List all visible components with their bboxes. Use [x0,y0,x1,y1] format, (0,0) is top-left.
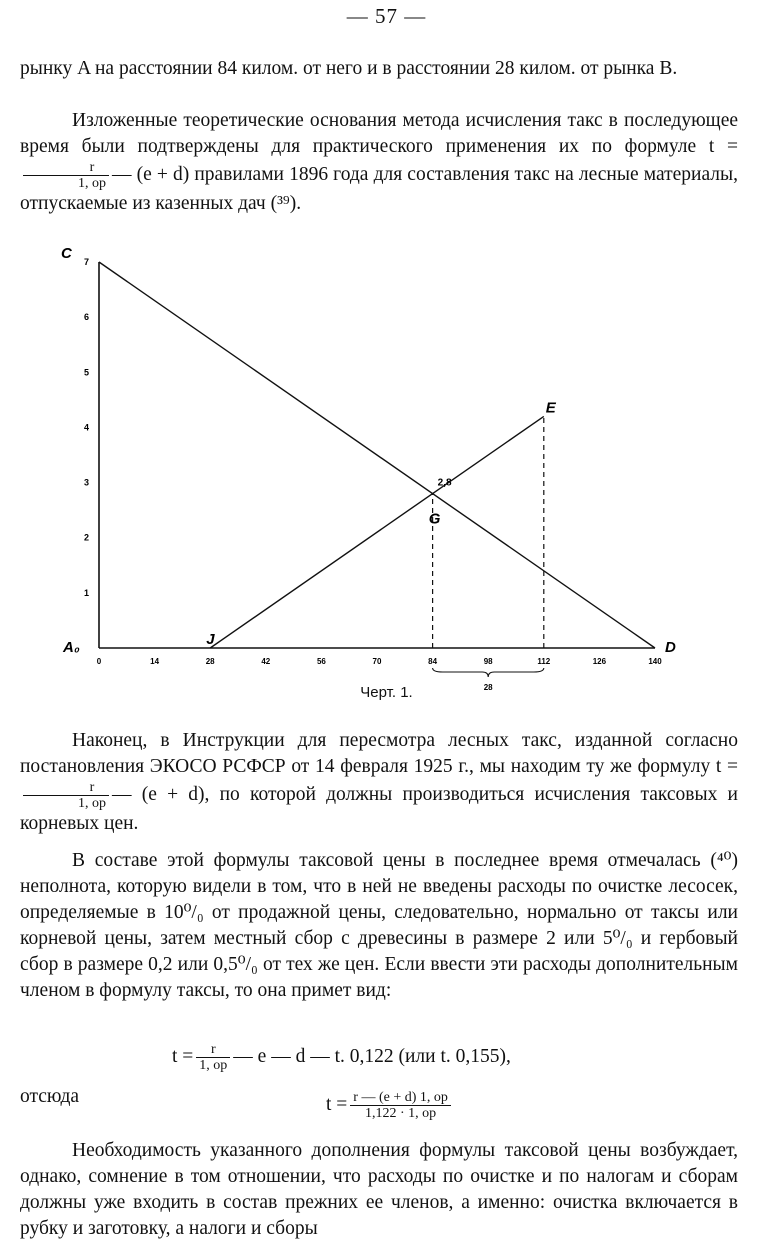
label-j: J [206,631,215,648]
paragraph-3-before: Наконец, в Инструкции для пересмотра лесных такс, изданной согласно постановления ЭКОСО РСФСР от 14 февраля 1925 г., мы находим ту же формулу t = [20,730,738,777]
y-tick-label: 2 [83,532,89,543]
paragraph-5: Необходимость указанного дополнения формулы таксовой цены возбуждает, однако, сомнение в том отношении, что расходы по очистке и по налогам и сборам должны уже входить в состав прежних ее членов, а именно: очистка включается в рубку и заготовку, а налоги и сборы [20,1140,738,1239]
formula-1-left: t = [172,1045,194,1067]
y-tick-label: 1 [83,587,89,598]
paragraph-2-before: Изложенные теоретические основания метода исчисления такс в последующее время были подтверждены для практического применения их по формуле t = [20,110,738,157]
brace-label: 28 [483,683,493,692]
x-tick-label: 98 [483,657,493,666]
x-tick-label: 140 [648,657,662,666]
x-tick-label: 28 [205,657,215,666]
formula-1-fraction [196,1042,230,1073]
fraction-r-over-1op-2 [23,780,109,811]
label-e: E [545,399,556,417]
fraction-denominator: 1, op [78,796,106,811]
formula-1 [172,1042,511,1073]
series-line-1 [99,262,655,648]
x-tick-label: 14 [150,657,160,666]
x-tick-label: 112 [537,657,551,666]
page-number: — 57 — [346,4,427,28]
formula-1-right: — e — d — t. 0,122 (или t. 0,155), [233,1045,511,1067]
paragraph-4: В составе этой формулы таксовой цены в последнее время отмечалась (⁴⁰) неполнота, которую видели в том, что в ней не введены расходы по очистке лесосек, определяемые в 10⁰/₀ от продажной цены, следовательно, нормально от таксы или корневой цены, затем местный сбор с древесины в размере 2 или 5⁰/₀ и гербовый сбор в размере 0,2 или 0,5⁰/₀ от тех же цен. Если ввести эти расходы дополнительным членом в формулу таксы, то она примет вид: [20,850,738,1001]
fraction-numerator: r [23,160,109,176]
formula-2-denominator: 1,122 · 1, op [365,1106,437,1121]
x-tick-label: 84 [428,657,438,666]
paragraph-3 [20,728,738,837]
paragraph-2-after: — (e + d) правилами 1896 года для составления такс на лесные материалы, отпускаемые из казенных дач (³⁹). [20,163,738,214]
paragraph-1: рынку A на расстоянии 84 килом. от него и в расстоянии 28 килом. от рынка B. [20,58,678,79]
fraction-numerator: r [196,1042,230,1058]
formula-2-fraction [350,1090,451,1121]
label-origin: A₀ [63,639,80,656]
fraction-numerator: r [23,780,109,796]
x-tick-label: 70 [372,657,382,666]
y-tick-label: 4 [83,422,89,433]
y-tick-label: 7 [83,257,89,267]
chart-1 [55,236,715,696]
brace [433,668,544,677]
fraction-denominator: 1, op [78,176,106,191]
label-c: C [61,245,72,262]
figure-caption: Черт. 1. [360,684,413,701]
paragraph-3-after: — (e + d), по которой должны производиться исчисления таксовых и корневых цен. [20,783,738,834]
y-tick-label: 3 [83,477,89,488]
fraction-r-over-1op [23,160,109,191]
label-intersection-value: 2,8 [437,477,452,489]
word-otsyuda: отсюда [20,1086,80,1107]
x-tick-label: 56 [316,657,326,666]
fraction-denominator: 1, op [199,1058,228,1073]
y-tick-label: 5 [83,367,89,378]
formula-2-numerator: r — (e + d) 1, op [350,1090,451,1106]
label-d: D [665,639,676,656]
label-intersection-letter: G [428,510,441,528]
formula-2-left: t = [326,1093,348,1115]
y-tick-label: 6 [83,312,89,323]
series-line-2 [210,416,544,648]
formula-2 [326,1090,454,1121]
x-tick-label: 126 [592,657,607,666]
x-tick-label: 42 [261,657,271,666]
paragraph-2 [20,108,738,217]
x-tick-label: 0 [96,657,102,666]
